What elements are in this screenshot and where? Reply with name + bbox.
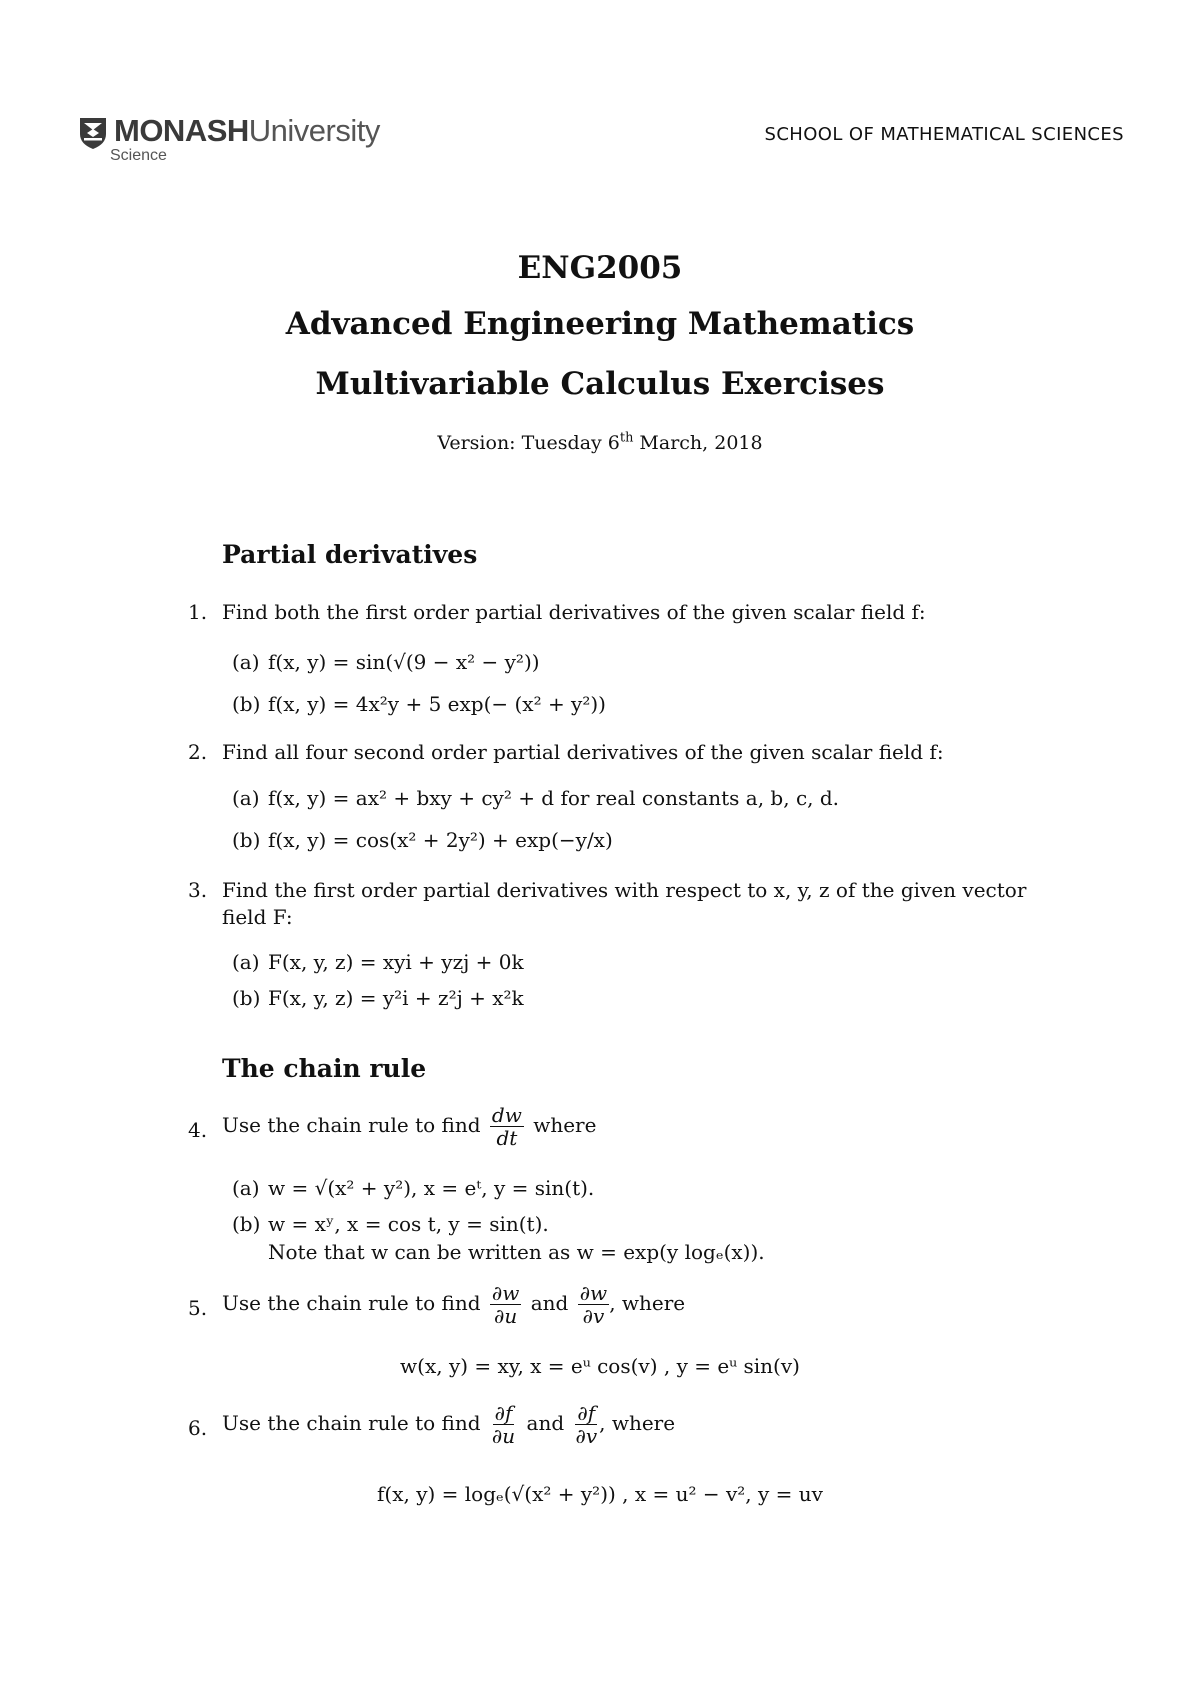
- question-number: 6.: [188, 1416, 208, 1440]
- part-label: (b): [232, 828, 261, 852]
- document-title: Multivariable Calculus Exercises: [315, 366, 885, 402]
- part-label: (a): [232, 950, 260, 974]
- question-text: Find all four second order partial derivatives of the given scalar field f:: [222, 740, 944, 764]
- question-5-equation: w(x, y) = xy, x = eᵘ cos(v) , y = eᵘ sin(v): [400, 1354, 800, 1378]
- question-number: 2.: [188, 740, 208, 764]
- question-text-line-1: Find the first order partial derivatives with respect to x, y, z of the given vector: [222, 878, 1027, 902]
- part-equation: f(x, y) = cos(x² + 2y²) + exp(−y/x): [268, 828, 613, 852]
- section-heading-chain-rule: The chain rule: [222, 1054, 427, 1083]
- question-text: Use the chain rule to find $\frac{\partial w}{\partial u}$ and $\frac{\partial w}{\partial v}$ , where: [222, 1281, 686, 1328]
- part-label: (b): [232, 1212, 261, 1236]
- derivative-fraction: $\frac{dw}{dt}$: [491, 1103, 522, 1150]
- part-equation: F(x, y, z) = y²i + z²j + x²k: [268, 986, 524, 1010]
- version-line: Version: Tuesday 6th March, 2018: [437, 430, 763, 454]
- partial-derivative-fraction: $\frac{\partial w}{\partial u}$: [491, 1281, 520, 1328]
- question-number: 1.: [188, 600, 208, 624]
- part-label: (a): [232, 650, 260, 674]
- monash-crest-icon: [78, 116, 108, 150]
- part-label: (a): [232, 786, 260, 810]
- question-4: [0, 1104, 1200, 1156]
- part-equation: F(x, y, z) = xyi + yzj + 0k: [268, 950, 524, 974]
- question-number: 5.: [188, 1296, 208, 1320]
- school-name: SCHOOL OF MATHEMATICAL SCIENCES: [764, 124, 1124, 145]
- section-heading-partial-derivatives: Partial derivatives: [222, 540, 478, 569]
- logo-faculty: Science: [110, 147, 167, 164]
- question-6-equation: f(x, y) = logₑ(√(x² + y²)) , x = u² − v², y = uv: [377, 1482, 823, 1506]
- part-label: (b): [232, 986, 261, 1010]
- question-text: Find both the first order partial derivatives of the given scalar field f:: [222, 600, 926, 624]
- course-name: Advanced Engineering Mathematics: [285, 306, 915, 342]
- part-equation: w = √(x² + y²), x = eᵗ, y = sin(t).: [268, 1176, 595, 1200]
- question-text-line-2: field F:: [222, 905, 293, 929]
- question-text: Use the chain rule to find $\frac{dw}{dt}$ where: [222, 1103, 597, 1150]
- monash-logo: [78, 113, 380, 165]
- partial-derivative-fraction: $\frac{\partial w}{\partial v}$: [579, 1281, 608, 1328]
- question-number: 3.: [188, 878, 208, 902]
- part-label: (a): [232, 1176, 260, 1200]
- question-6: [0, 1402, 1200, 1454]
- partial-derivative-fraction: $\frac{\partial f}{\partial v}$: [575, 1401, 598, 1448]
- partial-derivative-fraction: $\frac{\partial f}{\partial u}$: [491, 1401, 516, 1448]
- part-equation: f(x, y) = 4x²y + 5 exp(− (x² + y²)): [268, 692, 606, 716]
- logo-wordmark: MONASHUniversity: [114, 113, 380, 148]
- part-label: (b): [232, 692, 261, 716]
- question-number: 4.: [188, 1118, 208, 1142]
- part-equation: f(x, y) = sin(√(9 − x² − y²)): [268, 650, 540, 674]
- note-text: Note that w can be written as w = exp(y logₑ(x)).: [268, 1240, 765, 1264]
- part-equation: w = xʸ, x = cos t, y = sin(t).: [268, 1212, 549, 1236]
- part-equation: f(x, y) = ax² + bxy + cy² + d for real constants a, b, c, d.: [268, 786, 840, 810]
- course-code: ENG2005: [517, 250, 683, 286]
- question-5: [0, 1282, 1200, 1334]
- question-text: Use the chain rule to find $\frac{\partial f}{\partial u}$ and $\frac{\partial f}{\partial v}$ , where: [222, 1401, 676, 1448]
